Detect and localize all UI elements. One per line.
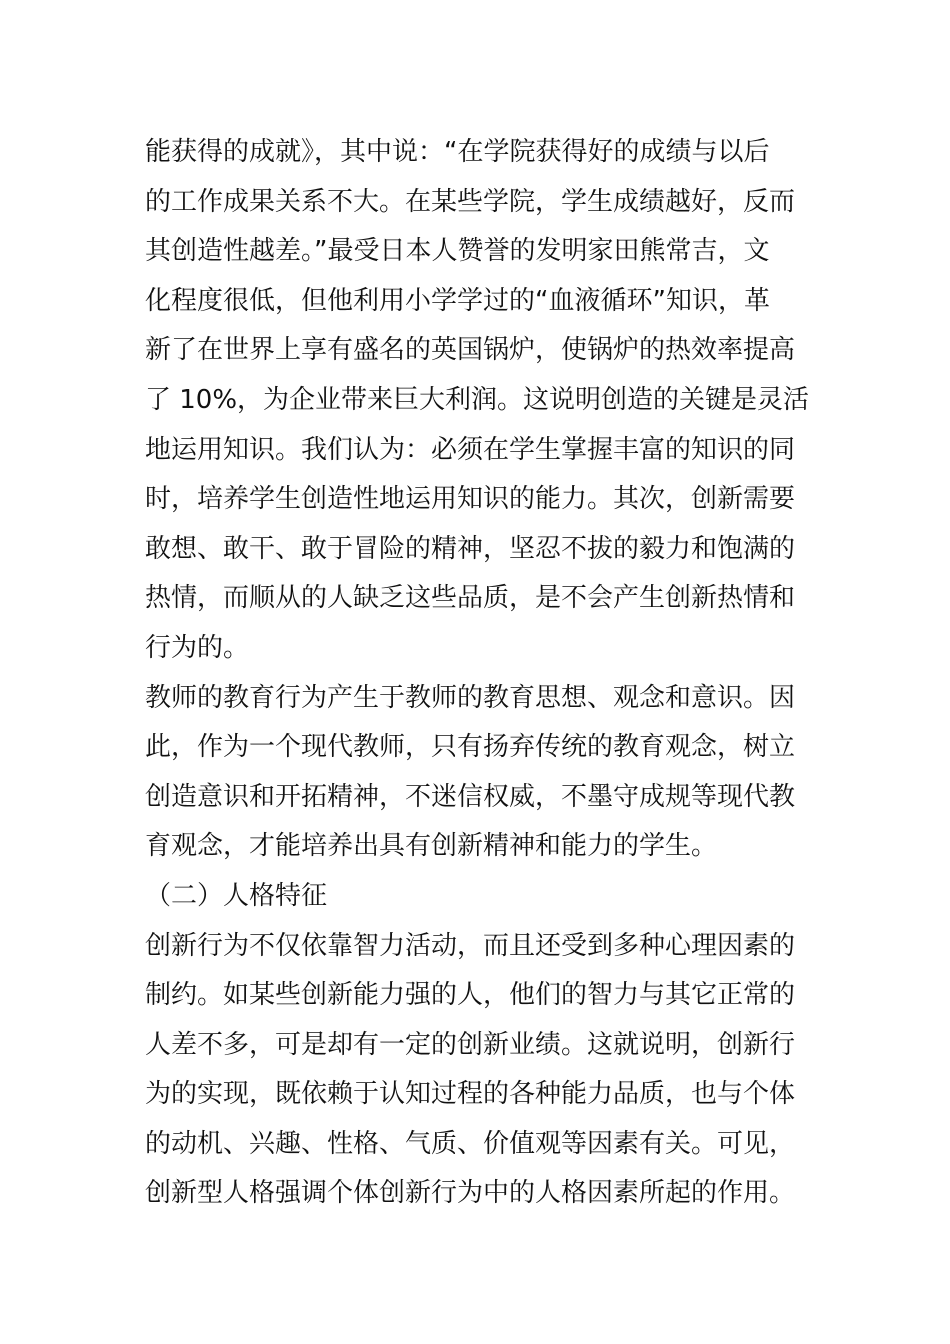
paragraph-line: 敢想、敢干、敢于冒险的精神，坚忍不拔的毅力和饱满的 <box>145 533 796 564</box>
paragraph-line: 制约。如某些创新能力强的人，他们的智力与其它正常的 <box>145 980 796 1011</box>
paragraph-line: 新了在世界上享有盛名的英国锅炉，使锅炉的热效率提高 <box>145 335 796 366</box>
paragraph-line: 创新行为不仅依靠智力活动，而且还受到多种心理因素的 <box>145 930 796 961</box>
paragraph-line: 的工作成果关系不大。在某些学院，学生成绩越好，反而 <box>145 186 796 217</box>
paragraph-line: 育观念，才能培养出具有创新精神和能力的学生。 <box>145 831 718 862</box>
paragraph-line: 此，作为一个现代教师，只有扬弃传统的教育观念，树立 <box>145 732 796 763</box>
paragraph-line: 行为的。 <box>145 632 250 663</box>
paragraph-line: 时，培养学生创造性地运用知识的能力。其次，创新需要 <box>145 484 796 515</box>
paragraph-line: 教师的教育行为产生于教师的教育思想、观念和意识。因 <box>145 682 796 713</box>
section-heading: （二）人格特征 <box>145 880 328 911</box>
paragraph-line: 为的实现，既依赖于认知过程的各种能力品质，也与个体 <box>145 1079 796 1110</box>
paragraph-line: 能获得的成就》，其中说：“在学院获得好的成绩与以后 <box>145 137 770 167</box>
paragraph-line: 其创造性越差。”最受日本人赞誉的发明家田熊常吉，文 <box>145 236 770 267</box>
paragraph-line: 了 10%，为企业带来巨大利润。这说明创造的关键是灵活 <box>145 384 810 415</box>
paragraph-line: 化程度很低，但他利用小学学过的“血液循环”知识，革 <box>145 285 770 316</box>
paragraph-line: 地运用知识。我们认为：必须在学生掌握丰富的知识的同 <box>145 434 796 465</box>
paragraph-line: 人差不多，可是却有一定的创新业绩。这就说明，创新行 <box>145 1029 796 1060</box>
body-text <box>145 128 815 1219</box>
paragraph-line: 热情，而顺从的人缺乏这些品质，是不会产生创新热情和 <box>145 583 796 614</box>
paragraph-line: 创造意识和开拓精神，不迷信权威，不墨守成规等现代教 <box>145 781 796 812</box>
paragraph-line: 的动机、兴趣、性格、气质、价值观等因素有关。可见， <box>145 1128 796 1159</box>
paragraph-line: 创新型人格强调个体创新行为中的人格因素所起的作用。 <box>145 1178 796 1209</box>
